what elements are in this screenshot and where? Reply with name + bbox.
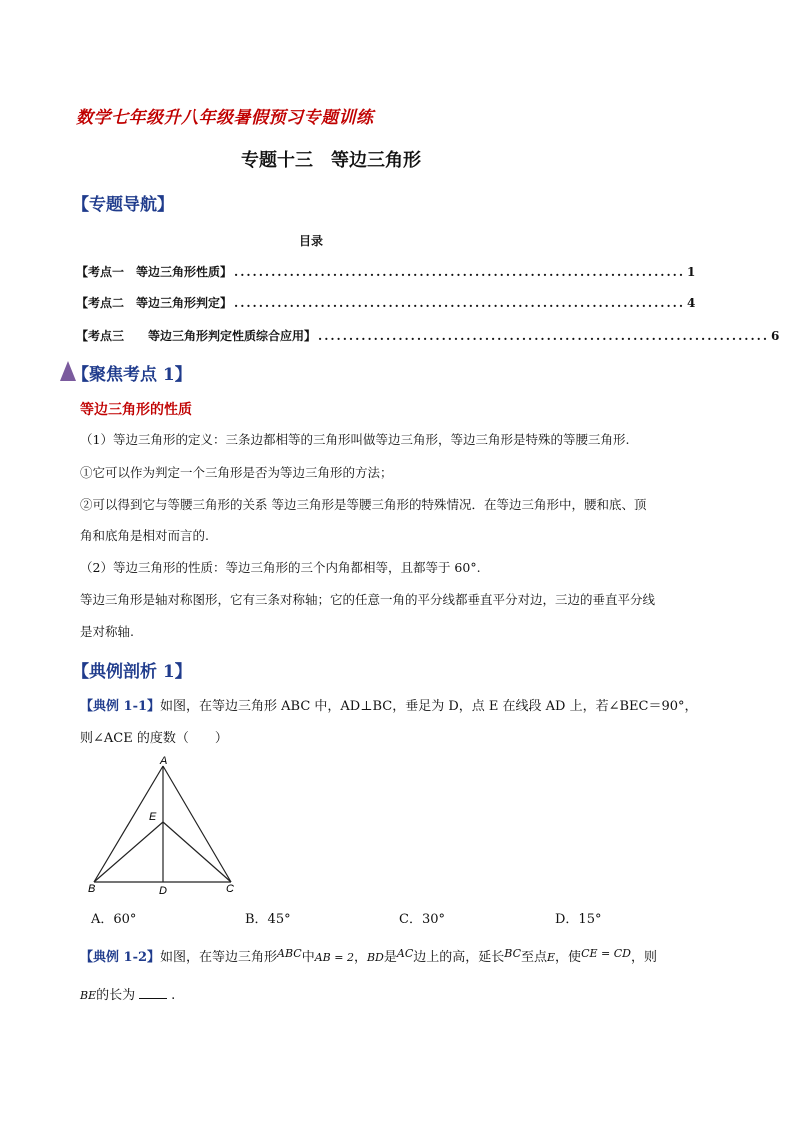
ex2-text: ， bbox=[353, 950, 367, 965]
example-2-label: 【典例 1-2】 bbox=[80, 950, 161, 965]
toc-dots: ......................................................................... bbox=[318, 329, 769, 343]
ex2-text: 如图，在等边三角形 bbox=[160, 950, 278, 965]
paragraph: ②可以得到它与等腰三角形的关系 等边三角形是等腰三角形的特殊情况．在等边三角形中，腰和底、顶 bbox=[80, 497, 647, 512]
example-1-label: 【典例 1-1】 bbox=[80, 699, 161, 714]
answer-blank[interactable] bbox=[139, 998, 167, 999]
label-b: B bbox=[88, 883, 96, 895]
example-2-line2 bbox=[80, 984, 175, 1003]
label-e: E bbox=[149, 811, 157, 823]
toc-item[interactable] bbox=[76, 294, 696, 311]
toc-item[interactable] bbox=[76, 263, 696, 280]
ex2-math: AC bbox=[396, 947, 414, 960]
ex2-math: CE = CD bbox=[581, 947, 631, 960]
option-c[interactable]: C．30° bbox=[399, 912, 445, 927]
option-b[interactable]: B．45° bbox=[245, 912, 291, 927]
option-d[interactable]: D．15° bbox=[555, 912, 602, 927]
ex2-text: 至点 bbox=[521, 950, 548, 965]
ex2-math: AB = 2 bbox=[314, 951, 354, 964]
ex2-text: ，使 bbox=[555, 950, 582, 965]
ex2-text: 边上的高，延长 bbox=[413, 950, 505, 965]
ex2-math: BD bbox=[366, 951, 384, 964]
ex2-math: BE bbox=[80, 989, 97, 1002]
ex2-math: ABC bbox=[277, 947, 302, 960]
example-1-text: 如图，在等边三角形 ABC 中，AD⊥BC，垂足为 D，点 E 在线段 AD 上，若∠BEC＝90°， bbox=[160, 699, 698, 714]
focus-heading: 【聚焦考点 1】 bbox=[72, 365, 192, 385]
focus-subheading: 等边三角形的性质 bbox=[80, 402, 192, 418]
paragraph: 等边三角形是轴对称图形，它有三条对称轴；它的任意一角的平分线都垂直平分对边，三边的垂直平分线 bbox=[80, 592, 656, 607]
ex2-text: 中 bbox=[301, 950, 315, 965]
edge-ab bbox=[94, 766, 163, 882]
ex2-text: ，则 bbox=[630, 950, 657, 965]
ex2-text: . bbox=[171, 988, 176, 1003]
nav-heading: 【专题导航】 bbox=[72, 195, 174, 215]
label-a: A bbox=[160, 755, 168, 767]
edge-ac bbox=[163, 766, 231, 882]
ex2-math: BC bbox=[504, 947, 521, 960]
paragraph: 是对称轴. bbox=[80, 624, 134, 639]
toc-item-page: 1 bbox=[687, 265, 696, 279]
toc-dots: ......................................................................... bbox=[234, 265, 685, 279]
toc-item-label: 【考点二 等边三角形判定】 bbox=[76, 296, 233, 310]
toc-title: 目录 bbox=[299, 234, 324, 248]
example-1-line2: 则∠ACE 的度数（ ） bbox=[80, 731, 228, 746]
topic-title: 专题十三 等边三角形 bbox=[241, 150, 421, 171]
toc-item[interactable] bbox=[76, 327, 780, 344]
option-a[interactable]: A．60° bbox=[91, 912, 137, 927]
segment-be bbox=[94, 822, 163, 882]
segment-ce bbox=[163, 822, 231, 882]
paragraph: 角和底角是相对而言的. bbox=[80, 528, 209, 543]
label-d: D bbox=[159, 885, 167, 897]
toc-item-page: 4 bbox=[687, 296, 696, 310]
examples-heading: 【典例剖析 1】 bbox=[72, 662, 192, 682]
label-c: C bbox=[226, 883, 234, 895]
paragraph: （1）等边三角形的定义：三条边都相等的三角形叫做等边三角形，等边三角形是特殊的等腰三角形. bbox=[80, 432, 630, 447]
triangle-figure bbox=[80, 752, 250, 897]
paragraph: ①它可以作为判定一个三角形是否为等边三角形的方法； bbox=[80, 465, 393, 480]
toc-item-label: 【考点三 等边三角形判定性质综合应用】 bbox=[76, 329, 317, 343]
ex2-text: 的长为 bbox=[96, 988, 136, 1003]
header-title: 数学七年级升八年级暑假预习专题训练 bbox=[76, 108, 374, 128]
toc-item-label: 【考点一 等边三角形性质】 bbox=[76, 265, 233, 279]
paragraph: （2）等边三角形的性质：等边三角形的三个内角都相等，且都等于 60°. bbox=[80, 560, 481, 575]
toc-dots: ......................................................................... bbox=[234, 296, 685, 310]
example-2-line1 bbox=[80, 946, 657, 965]
example-1-line1 bbox=[80, 695, 698, 714]
ex2-math: E bbox=[547, 951, 556, 964]
toc-item-page: 6 bbox=[771, 329, 780, 343]
ex2-text: 是 bbox=[383, 950, 397, 965]
